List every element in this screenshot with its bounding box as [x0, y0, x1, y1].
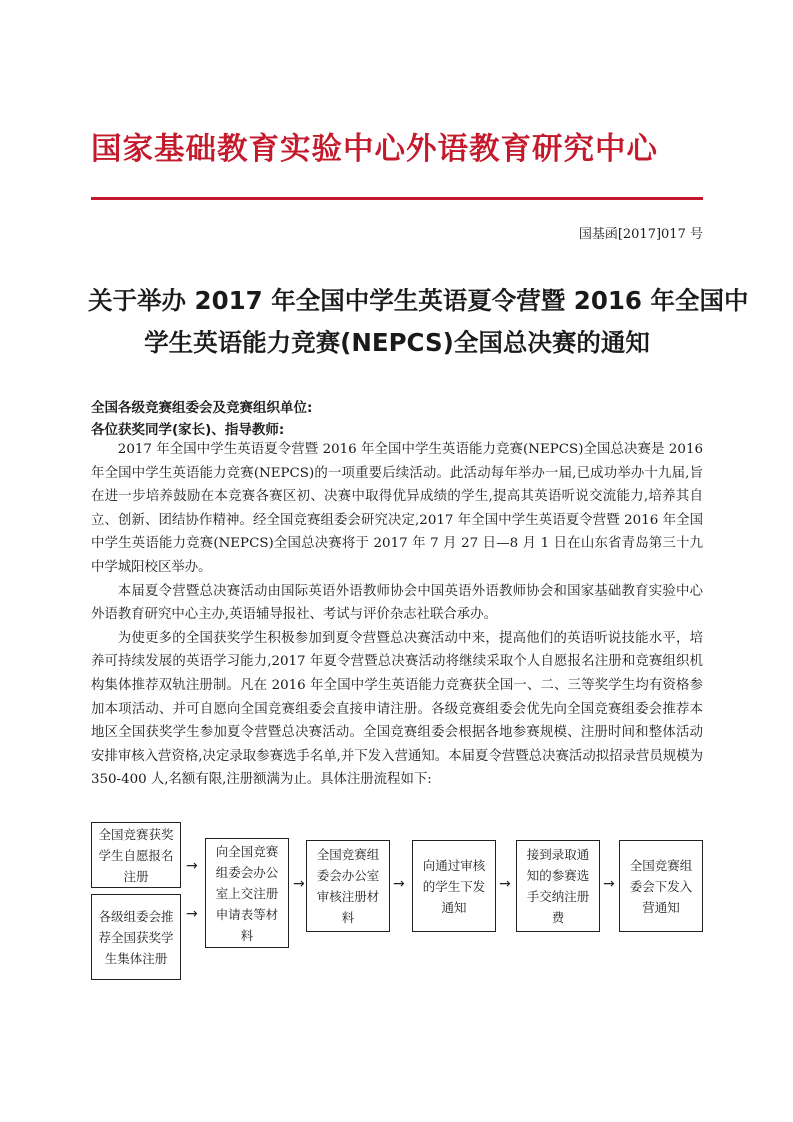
- flow-box-admission-notice: [619, 840, 703, 932]
- flow-label-group-registration: 各级组委会推荐全国获奖学生集体注册: [98, 908, 174, 966]
- flow-label-pay-fee: 接到录取通知的参赛选手交纳注册费: [526, 847, 590, 925]
- flow-box-review-materials: [306, 840, 390, 932]
- registration-flowchart: [83, 822, 711, 982]
- body-paragraph-2: 本届夏令营暨总决赛活动由国际英语外语教师协会中国英语外语教师协会和国家基础教育实验中心外语教育研究中心主办,英语辅导报社、考试与评价杂志社联合承办。: [91, 583, 703, 623]
- body-paragraph-1: 2017 年全国中学生英语夏令营暨 2016 年全国中学生英语能力竞赛(NEPCS)全国总决赛是 2016 年全国中学生英语能力竞赛(NEPCS)的一项重要后续活动。此活动每年举办一届,已成功举办十九届,旨在进一步培养鼓励在本竞赛各赛区初、决赛中取得优异成绩的学生,提高其英语听说交流能力,培养其自立、创新、团结协作精神。经全国竞赛组委会研究决定,2017 年全国中学生英语夏令营暨 2016 年全国中学生英语能力竞赛(NEPCS)全国总决赛将于 2017 年 7 月 27 日—8 月 1 日在山东省青岛第三十九中学城阳校区举办。: [91, 442, 703, 575]
- flow-box-submit-materials: [205, 838, 289, 948]
- flow-label-individual-registration: 全国竞赛获奖学生自愿报名注册: [98, 826, 174, 884]
- flow-arrow-1: →: [186, 858, 198, 874]
- flow-box-group-registration: [91, 894, 181, 980]
- flow-arrow-6: →: [603, 876, 615, 892]
- salutation-students-teachers: 各位获奖同学(家长)、指导教师:: [91, 422, 285, 438]
- body-paragraph-3: 为使更多的全国获奖学生积极参加到夏令营暨总决赛活动中来，提高他们的英语听说技能水平，培养可持续发展的英语学习能力,2017 年夏令营暨总决赛活动将继续采取个人自愿报名注册和竞赛组织机构集体推荐双轨注册制。凡在 2016 年全国中学生英语能力竞赛获全国一、二、三等奖学生均有资格参加本项活动、并可自愿向全国竞赛组委会直接申请注册。各级竞赛组委会优先向全国竞赛组委会推荐本地区全国获奖学生参加夏令营暨总决赛活动。全国竞赛组委会根据各地参赛规模、注册时间和整体活动安排审核入营资格,决定录取参赛选手名单,并下发入营通知。本届夏令营暨总决赛活动拟招录营员规模为 350-400 人,名额有限,注册额满为止。具体注册流程如下:: [91, 630, 703, 788]
- flow-box-individual-registration: [91, 822, 181, 888]
- flow-label-admission-notice: 全国竞赛组委会下发入营通知: [629, 857, 693, 915]
- notice-title-line-1: 关于举办 2017 年全国中学生英语夏令营暨 2016 年全国中: [88, 286, 749, 315]
- notice-title: [88, 280, 749, 364]
- flow-arrow-4: →: [393, 876, 405, 892]
- document-number: 国基函[2017]017 号: [578, 227, 703, 242]
- salutation-organizers: 全国各级竞赛组委会及竞赛组织单位:: [91, 400, 313, 416]
- flow-box-pay-fee: [516, 840, 600, 932]
- flow-arrow-2: →: [186, 906, 198, 922]
- flow-label-notify-students: 向通过审核的学生下发通知: [422, 857, 486, 915]
- flow-label-review-materials: 全国竞赛组委会办公室审核注册材料: [316, 847, 380, 925]
- notice-title-line-2: 学生英语能力竞赛(NEPCS)全国总决赛的通知: [144, 328, 650, 357]
- header-divider: [91, 197, 703, 200]
- flow-arrow-5: →: [499, 876, 511, 892]
- organization-header: 国家基础教育实验中心外语教育研究中心: [91, 132, 658, 167]
- flow-arrow-3: →: [293, 876, 305, 892]
- notice-body: [91, 438, 703, 792]
- flow-label-submit-materials: 向全国竞赛组委会办公室上交注册申请表等材料: [215, 843, 279, 943]
- flow-box-notify-students: [412, 840, 496, 932]
